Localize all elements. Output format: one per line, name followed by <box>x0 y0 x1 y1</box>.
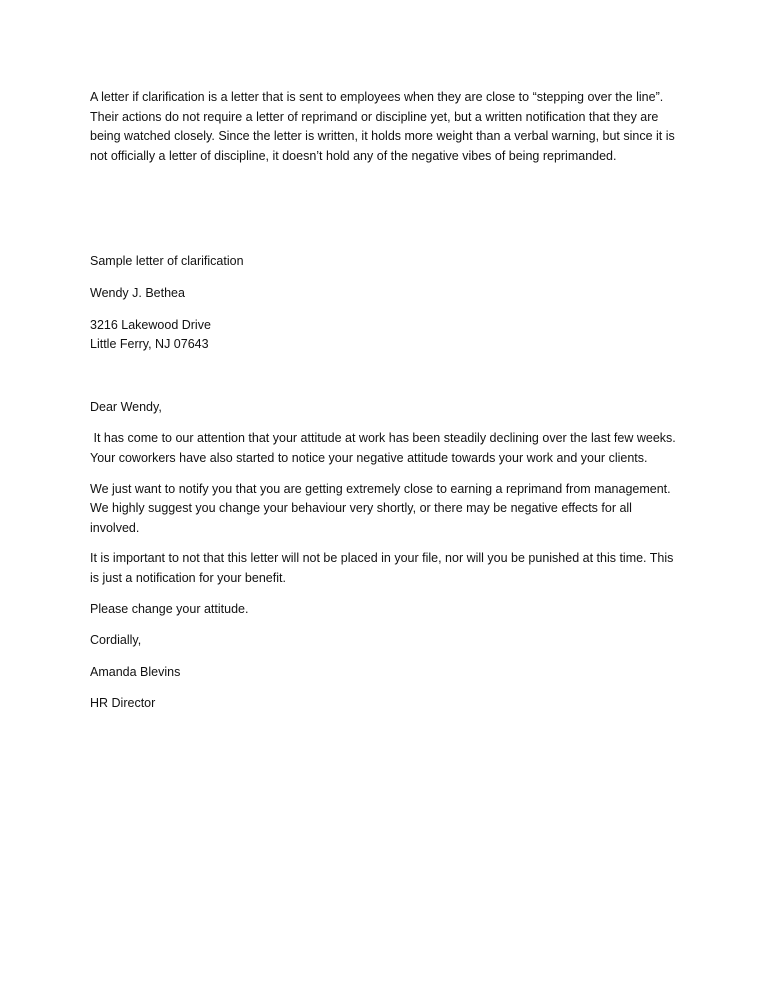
recipient-address <box>90 316 680 355</box>
recipient-name: Wendy J. Bethea <box>90 285 185 300</box>
letter-paragraph-3: It is important to not that this letter will not be placed in your file, nor will you be punished at this time. This is just a notification for your benefit. <box>90 551 674 585</box>
letter-paragraph-2: We just want to notify you that you are getting extremely close to earning a reprimand from management. We highly suggest you change your behaviour very shortly, or there may be negative effects for all involved. <box>90 481 671 535</box>
letter-paragraph-1: It has come to our attention that your attitude at work has been steadily declining over the last few weeks. Your coworkers have also started to notice your negative attitude towards your work and your clients. <box>90 431 680 465</box>
letter-paragraph-4: Please change your attitude. <box>90 601 249 616</box>
closing: Cordially, <box>90 633 142 648</box>
intro-paragraph: A letter if clarification is a letter that is sent to employees when they are close to “stepping over the line”. Their actions do not require a letter of reprimand or discipline yet, but a written notification that they are being watched closely. Since the letter is written, it holds more weight than a verbal warning, but since it is not officially a letter of discipline, it doesn’t hold any of the negative vibes of being reprimanded. <box>90 90 675 163</box>
salutation: Dear Wendy, <box>90 399 162 414</box>
signer-title: HR Director <box>90 696 156 711</box>
address-line-2: Little Ferry, NJ 07643 <box>90 337 209 352</box>
sample-heading: Sample letter of clarification <box>90 254 244 269</box>
address-line-1: 3216 Lakewood Drive <box>90 317 211 332</box>
document-body <box>90 88 680 726</box>
signer-name: Amanda Blevins <box>90 664 181 679</box>
